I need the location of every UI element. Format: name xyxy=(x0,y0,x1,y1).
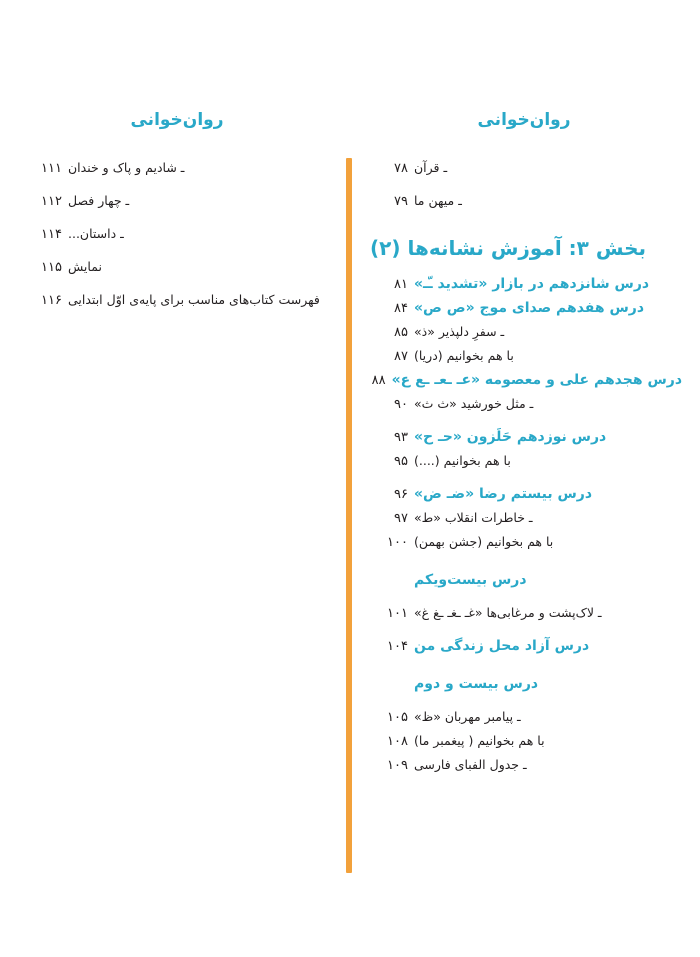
toc-row[interactable] xyxy=(20,160,334,183)
right-column-heading: روان‌خوانی xyxy=(477,110,571,130)
toc-row[interactable] xyxy=(20,259,334,282)
toc-entry-title: ـ داستان... xyxy=(68,226,124,241)
toc-row[interactable] xyxy=(366,348,682,371)
toc-row[interactable] xyxy=(20,292,334,315)
toc-entry-page: ۱۰۸ xyxy=(387,734,408,749)
toc-entry-title: درس هفدهم صدای موج «ص ص» xyxy=(414,300,645,316)
toc-entry-page: ۸۷ xyxy=(394,349,408,364)
toc-entry-title: با هم بخوانیم (جشن بهمن) xyxy=(414,534,554,549)
toc-entry-page: ۱۱۲ xyxy=(41,194,62,209)
toc-entry-title: درس شانزدهم در بازار «تشدید ـّـ» xyxy=(414,276,650,292)
toc-entry-title: ـ سفرِ دلپذیر «ذ» xyxy=(414,324,505,339)
toc-entry-title: نمایش xyxy=(68,259,102,274)
toc-entry-page: ۱۰۵ xyxy=(387,710,408,725)
toc-entry-title: با هم بخوانیم (....) xyxy=(414,453,511,468)
toc-entry-page: ۸۵ xyxy=(394,325,408,340)
toc-entry-title: درس بیستم رضا «ضـ ض» xyxy=(414,486,593,502)
toc-row[interactable] xyxy=(366,276,682,299)
toc-entry-page: ۱۰۰ xyxy=(387,535,408,550)
toc-entry-page: ۹۰ xyxy=(394,397,408,412)
toc-column-right xyxy=(348,110,700,781)
toc-entry-page: ۱۰۱ xyxy=(387,606,408,621)
toc-entry-title: با هم بخوانیم (دریا) xyxy=(414,348,514,363)
toc-row[interactable] xyxy=(366,160,682,183)
toc-entry-page: ۸۱ xyxy=(394,277,408,292)
toc-row[interactable] xyxy=(366,534,682,557)
toc-row[interactable] xyxy=(366,324,682,347)
toc-row[interactable] xyxy=(366,572,682,595)
toc-entry-title: با هم بخوانیم ( پیغمبر ما) xyxy=(414,733,545,748)
toc-entry-page: ۸۴ xyxy=(394,301,408,316)
left-column-heading: روان‌خوانی xyxy=(130,110,224,130)
toc-entry-title: درس آزاد محل زندگی من xyxy=(414,638,590,654)
toc-entry-page: ۸۸ xyxy=(371,373,386,388)
toc-entry-page: ۹۵ xyxy=(394,454,408,469)
toc-columns xyxy=(0,110,700,781)
toc-row[interactable] xyxy=(366,733,682,756)
toc-row[interactable] xyxy=(366,396,682,419)
toc-column-left xyxy=(0,110,348,316)
toc-entry-page: ۱۱۵ xyxy=(41,260,62,275)
toc-entry-page: ۷۸ xyxy=(394,161,408,176)
toc-entry-title: ـ پیامبر مهربان «ظ» xyxy=(414,709,521,724)
toc-row[interactable] xyxy=(366,429,682,452)
section-heading-bakhsh3: بخش ۳: آموزش نشانه‌ها (۲) xyxy=(370,236,647,260)
toc-entry-page: ۹۳ xyxy=(394,430,408,445)
toc-entry-page: ۱۱۴ xyxy=(41,227,62,242)
toc-row[interactable] xyxy=(366,605,682,628)
toc-entry-title: درس بیست‌ویکم xyxy=(414,572,527,588)
toc-row[interactable] xyxy=(366,193,682,216)
toc-entry-title: درس بیست و دوم xyxy=(414,676,539,692)
toc-row[interactable] xyxy=(366,486,682,509)
toc-row[interactable] xyxy=(366,453,682,476)
toc-row[interactable] xyxy=(366,638,682,661)
toc-row[interactable] xyxy=(366,676,682,699)
toc-entry-title: فهرست کتاب‌های مناسب برای پایه‌ی اوّل ابتدایی xyxy=(68,292,320,307)
toc-entry-title: ـ خاطرات انقلاب «ط» xyxy=(414,510,533,525)
toc-entry-page: ۹۷ xyxy=(394,511,408,526)
toc-entry-title: درس هجدهم علی و معصومه «عـ ـعـ ـع ع» xyxy=(391,372,682,388)
toc-entry-title: ـ مثل خورشید «ث ث» xyxy=(414,396,534,411)
toc-entry-page: ۱۰۴ xyxy=(387,639,408,654)
toc-entry-page: ۱۰۹ xyxy=(387,758,408,773)
toc-entry-page: ۹۶ xyxy=(394,487,408,502)
toc-entry-page: ۷۹ xyxy=(394,194,408,209)
toc-entry-title: ـ جدول الفبای فارسی xyxy=(414,757,527,772)
toc-row[interactable] xyxy=(20,226,334,249)
toc-entry-title: ـ چهار فصل xyxy=(68,193,130,208)
toc-entry-title: ـ میهن ما xyxy=(414,193,462,208)
toc-row[interactable] xyxy=(366,510,682,533)
toc-row[interactable] xyxy=(366,709,682,732)
toc-entry-title: ـ شادیم و پاک و خندان xyxy=(68,160,185,175)
toc-row[interactable] xyxy=(366,757,682,780)
toc-row[interactable] xyxy=(366,300,682,323)
toc-entry-page: ۱۱۶ xyxy=(41,293,62,308)
toc-entry-page: ۱۱۱ xyxy=(41,161,62,176)
toc-entry-title: درس نوزدهم حَلَزون «حـ ح» xyxy=(414,429,607,445)
toc-entry-title: ـ قرآن xyxy=(414,160,448,175)
toc-row[interactable] xyxy=(20,193,334,216)
toc-row[interactable] xyxy=(366,372,682,395)
toc-entry-title: ـ لاک‌پشت و مرغابی‌ها «غـ ـغـ ـغ غ» xyxy=(414,605,602,620)
